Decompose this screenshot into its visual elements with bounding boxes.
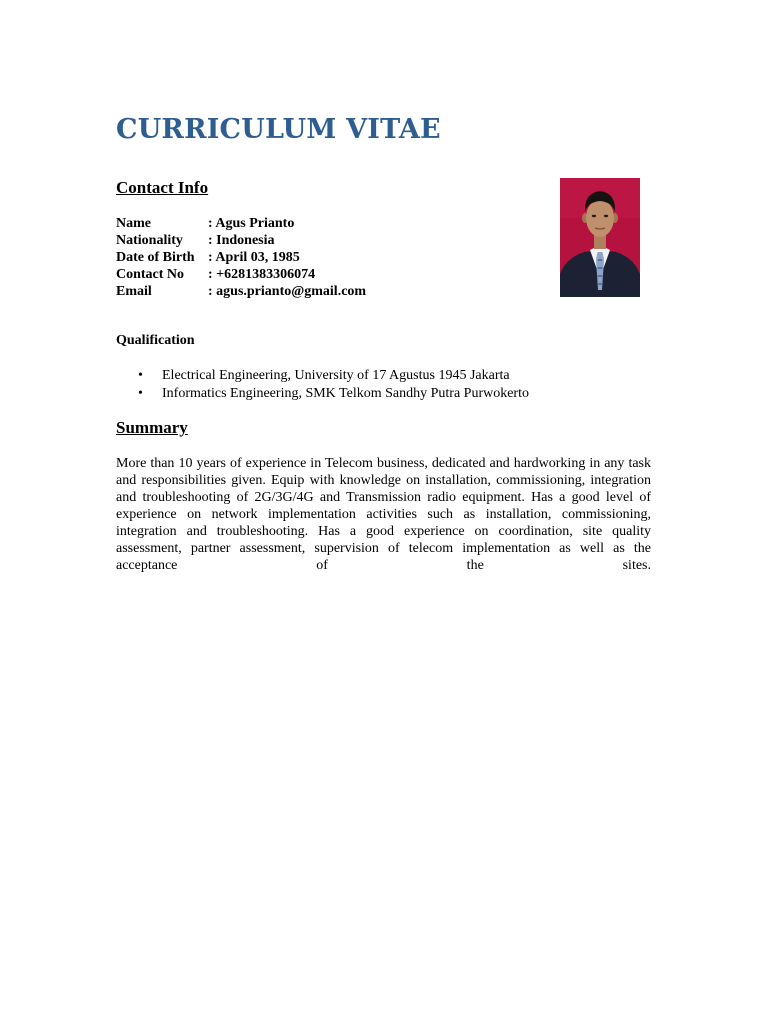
summary-heading: Summary: [116, 418, 188, 437]
bullet-icon: •: [138, 386, 143, 401]
contact-value: : Agus Prianto: [208, 216, 295, 231]
contact-value: : agus.prianto@gmail.com: [208, 284, 367, 299]
contact-row-email: [116, 283, 366, 300]
contact-value: : +6281383306074: [208, 267, 316, 282]
qualification-item: [116, 367, 529, 385]
qualification-list: [116, 367, 529, 403]
contact-value: : April 03, 1985: [208, 250, 300, 265]
contact-row-nationality: [116, 232, 366, 249]
contact-label: Contact No: [116, 267, 185, 282]
qualification-item: [116, 385, 529, 403]
contact-label: Name: [116, 216, 151, 231]
contact-value: : Indonesia: [208, 233, 275, 248]
contact-label: Nationality: [116, 233, 183, 248]
qualification-heading: Qualification: [116, 333, 195, 348]
contact-label: Date of Birth: [116, 250, 195, 265]
contact-row-date-of-birth: [116, 249, 366, 266]
contact-row-contact-no: [116, 266, 366, 283]
profile-photo-illustration: [560, 178, 640, 297]
contact-label: Email: [116, 284, 152, 299]
contact-row-name: [116, 215, 366, 232]
contact-info-heading: Contact Info: [116, 178, 209, 197]
profile-photo: [560, 178, 640, 297]
document-title: CURRICULUM VITAE: [116, 114, 441, 145]
qualification-text: Electrical Engineering, University of 17 Agustus 1945 Jakarta: [162, 368, 510, 383]
qualification-text: Informatics Engineering, SMK Telkom Sandhy Putra Purwokerto: [162, 386, 529, 401]
bullet-icon: •: [138, 368, 143, 383]
summary-paragraph: More than 10 years of experience in Telecom business, dedicated and hardworking in any task and responsibilities given. Equip with knowledge on installation, commissioning, integration and troubleshooting of 2G/3G/4G and Transmission radio equipment. Has a good level of experience on network implementation activities such as installation, commissioning, integration and troubleshooting. Has a good experience on coordination, site quality assessment, partner assessment, supervision of telecom implementation as well as the acceptance of the sites.: [116, 456, 651, 573]
contact-info-table: [116, 215, 366, 300]
